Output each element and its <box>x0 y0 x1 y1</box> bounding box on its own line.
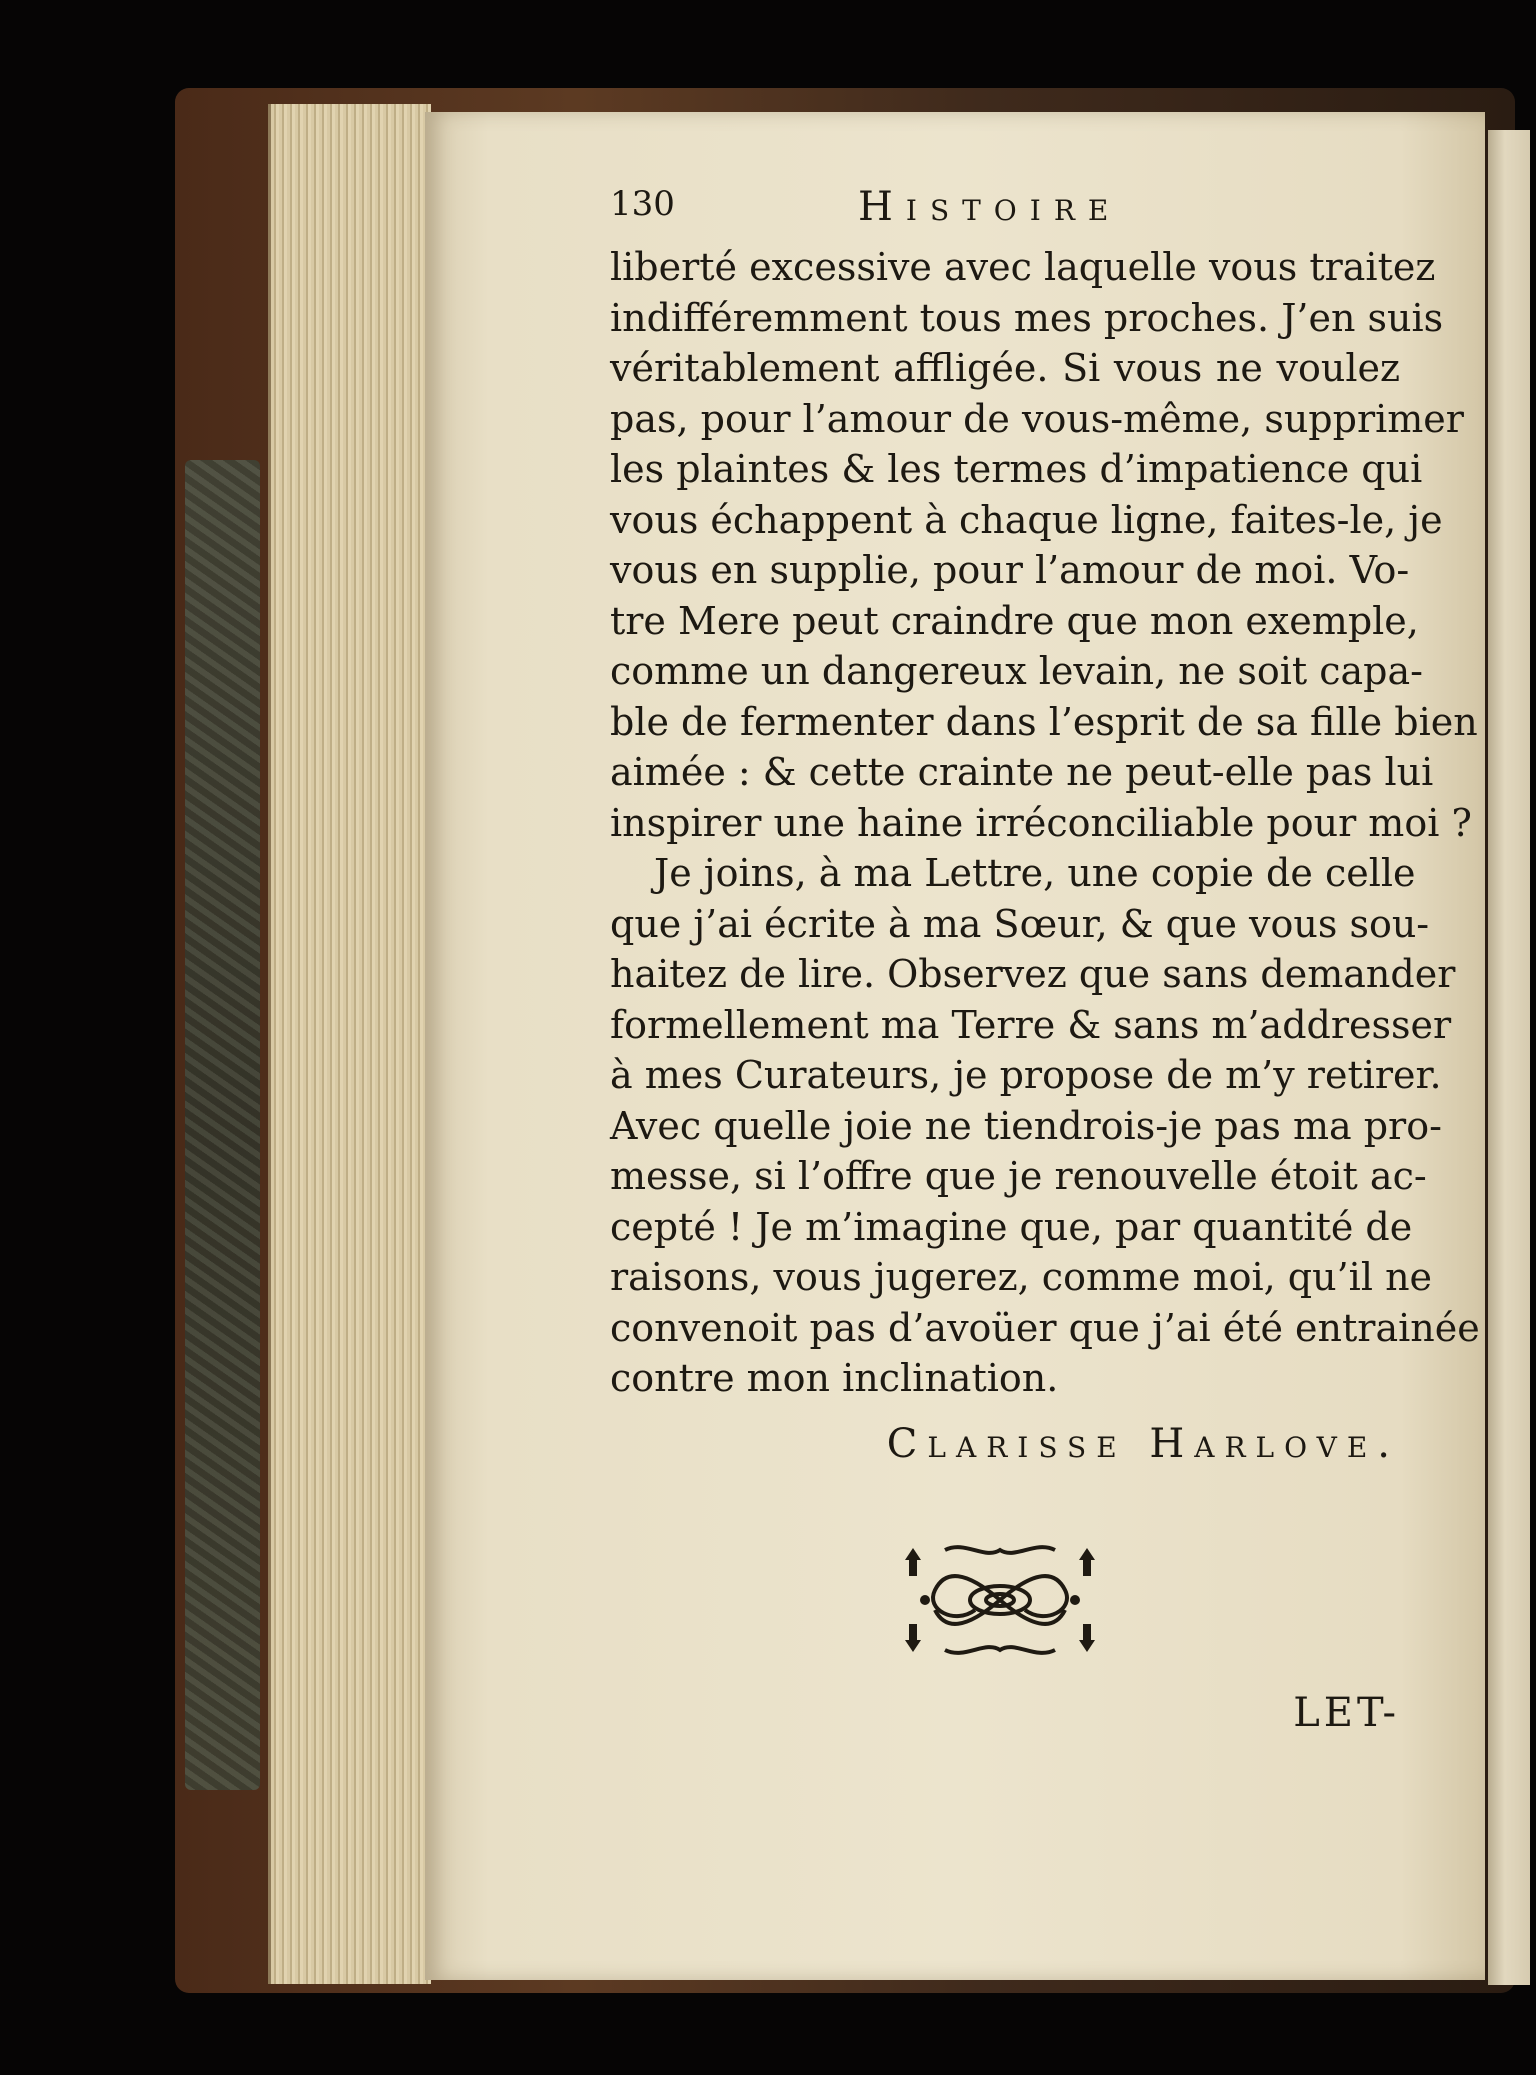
text-line: Avec quelle joie ne tiendrois-je pas ma pro- <box>610 1103 1442 1148</box>
marbled-board <box>185 460 260 1790</box>
text-line: Je joins, à ma Lettre, une copie de celle <box>654 851 1416 895</box>
text-line: aimée : & cette crainte ne peut-elle pas lui <box>610 750 1434 794</box>
text-line: inspirer une haine irréconciliable pour moi ? <box>610 800 1472 845</box>
running-title: Histoire <box>858 184 1122 230</box>
text-line: messe, si l’offre que je renouvelle étoit ac- <box>610 1154 1427 1198</box>
floral-tailpiece-ornament-icon <box>885 1530 1115 1670</box>
text-line: à mes Curateurs, je propose de m’y retirer. <box>610 1053 1442 1097</box>
text-line: raisons, vous jugerez, comme moi, qu’il ne <box>610 1255 1433 1299</box>
text-line: vous en supplie, pour l’amour de moi. Vo- <box>610 548 1410 592</box>
text-line: que j’ai écrite à ma Sœur, & que vous sou- <box>610 901 1430 946</box>
text-line: comme un dangereux levain, ne soit capa- <box>610 649 1423 693</box>
text-line: formellement ma Terre & sans m’addresser <box>610 1002 1452 1047</box>
text-line: convenoit pas d’avoüer que j’ai été entrainée <box>610 1305 1480 1350</box>
text-line: haitez de lire. Observez que sans demander <box>610 952 1456 996</box>
catchword: LET- <box>1293 1690 1400 1736</box>
facing-page-edge <box>1488 130 1530 1985</box>
text-line: pas, pour l’amour de vous-même, supprimer <box>610 396 1464 441</box>
page-number: 130 <box>610 184 675 224</box>
page-edges <box>268 104 431 1984</box>
text-line: les plaintes & les termes d’impatience qui <box>610 447 1423 491</box>
text-line: vous échappent à chaque ligne, faites-le, je <box>610 497 1443 542</box>
text-line: tre Mere peut craindre que mon exemple, <box>610 598 1419 643</box>
text-line: indifféremment tous mes proches. J’en suis <box>610 295 1444 340</box>
text-line: contre mon inclination. <box>610 1356 1059 1400</box>
page-text <box>610 180 1480 1736</box>
letter-body <box>610 242 1480 1404</box>
text-line: liberté excessive avec laquelle vous traitez <box>610 245 1436 289</box>
running-head <box>610 180 1400 242</box>
text-line: véritablement affligée. Si vous ne voulez <box>610 346 1400 390</box>
signature: Clarisse Harlove. <box>886 1420 1400 1467</box>
text-line: cepté ! Je m’imagine que, par quantité de <box>610 1204 1413 1249</box>
text-line: ble de fermenter dans l’esprit de sa fille bien <box>610 699 1478 744</box>
